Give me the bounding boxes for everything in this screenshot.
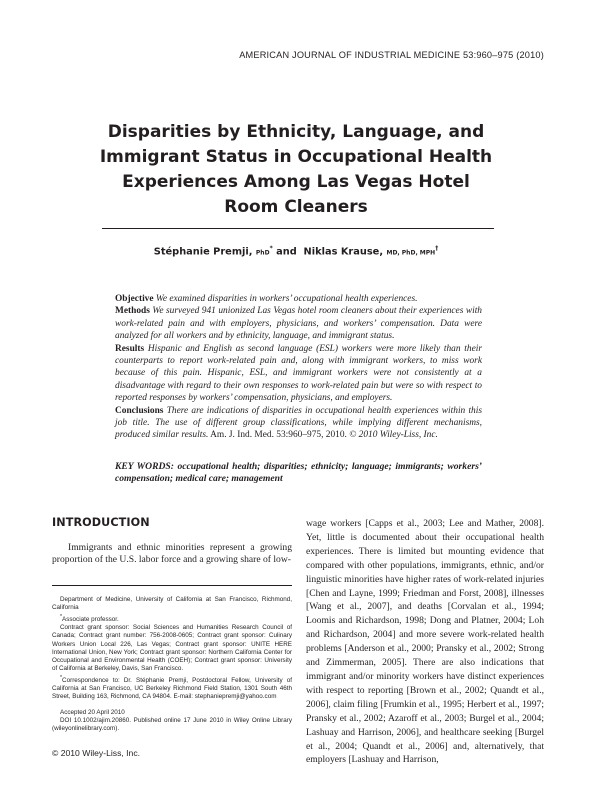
intro-left-column: Immigrants and ethnic minorities represent a growing proportion of the U.S. labor force and a growing share of low-: [52, 542, 292, 566]
abstract-text: We examined disparities in workers’ occupational health experiences.: [153, 294, 418, 304]
abstract-copyright: © 2010 Wiley-Liss, Inc.: [346, 430, 438, 441]
intro-right-column: wage workers [Capps et al., 2003; Lee and Mather, 2008]. Yet, little is documented about their occupational health experiences. There is limited but mounting evidence that compared with other populations, immigrants, ethnic, and/or linguistic minorities have higher rates of work-related injuries [Chen and Layne, 1999; Friedman and Forst, 2008], illnesses [Wang et al., 2007], and deaths [Corvalan et al., 1994; Loomis and Richardson, 1998; Dong and Platner, 2004; Loh and Richardson, 2004] and more severe work-related health problems [Anderson et al., 2000; Pransky et al., 2002; Strong and Zimmerman, 2005]. There are also indications that immigrant and/or minority workers have distinct experiences with respect to reporting [Brown et al., 2002; Quandt et al., 2006], claim filing [Frumkin et al., 1995; Herbert et al., 1997; Pransky et al., 2002; Azaroff et al., 2003; Burgel et al., 2004; Lashuay and Harrison, 2006], and healthcare seeking [Burgel et al., 2004; Quandt et al., 2006] and, alternatively, that employers [Lashuay and Harrison,: [306, 518, 544, 766]
author-conjunction: and: [272, 246, 301, 258]
footnote-text: Correspondence to: Dr. Stéphanie Premji, Postdoctoral Fellow, University of California at San Francisco, UC Berkeley Richmond Field Station, 1301 South 46th Street, Building 163, Richmond, CA 94804. E-mail: stephaniepremji@yahoo.com: [52, 676, 292, 701]
author-line: [0, 245, 592, 257]
footnote-associate: [52, 613, 292, 624]
title-line: Room Cleaners: [224, 197, 368, 217]
footnote-correspondence: [52, 674, 292, 702]
author-degree: PhD: [255, 249, 270, 257]
page-copyright: © 2010 Wiley-Liss, Inc.: [52, 748, 141, 758]
footnote-accepted: Accepted 20 April 2010: [60, 708, 125, 716]
journal-header: AMERICAN JOURNAL OF INDUSTRIAL MEDICINE 53:960–975 (2010): [239, 50, 544, 60]
footnote-mark: *: [60, 613, 63, 620]
title-line: Experiences Among Las Vegas Hotel: [122, 172, 470, 192]
abstract-citation: Am. J. Ind. Med. 53:960–975, 2010.: [208, 430, 347, 441]
author-degree: MD, PhD, MPH: [386, 249, 436, 257]
abstract: [115, 293, 482, 442]
abstract-text: Hispanic and English as second language (ESL) workers were more likely than their counterparts to report work-related pain and, along with immigrant workers, to miss work because of this pain. Hispanic, ESL, and immigrant workers were not consistently at a disadvantage with regard to their own responses to work-related pain but were so with respect to reported responses by workers’ compensation, physicians, and employers.: [115, 343, 482, 404]
footnote-affiliation: Department of Medicine, University of California at San Francisco, Richmond, California: [52, 596, 292, 612]
footnotes: [52, 596, 292, 734]
title-line: Immigrant Status in Occupational Health: [99, 147, 493, 167]
title-rule: [102, 228, 494, 229]
abstract-methods: [115, 305, 482, 342]
keywords: KEY WORDS: occupational health; disparities; ethnicity; language; immigrants; workers’ compensation; medical care; management: [115, 461, 482, 485]
abstract-results: [115, 343, 482, 405]
abstract-label: Methods: [115, 306, 150, 317]
abstract-objective: [115, 293, 482, 305]
footnote-text: Associate professor.: [62, 615, 119, 623]
section-heading: INTRODUCTION: [52, 516, 150, 529]
title-line: Disparities by Ethnicity, Language, and: [107, 122, 485, 142]
article-title: [60, 120, 532, 220]
abstract-conclusions: [115, 405, 482, 442]
footnote-spacer: [52, 702, 292, 709]
author-name: Niklas Krause,: [303, 246, 384, 258]
abstract-label: Results: [115, 343, 145, 354]
author-name: Stéphanie Premji,: [153, 246, 253, 258]
author-mark: *: [269, 245, 273, 252]
footnote-doi: DOI 10.1002/ajim.20860. Published online 17 June 2010 in Wiley Online Library (wileyonlinelibrary.com).: [52, 717, 292, 733]
abstract-text: We surveyed 941 unionized Las Vegas hotel room cleaners about their experiences with work-related pain and with employers, physicians, and workers’ compensation. Data were analyzed for all workers and by ethnicity, language, and immigrant status.: [115, 306, 482, 342]
abstract-label: Objective: [115, 294, 154, 304]
footnote-grants: Contract grant sponsor: Social Sciences and Humanities Research Council of Canada; Contract grant number: 756-2008-0605; Contract grant sponsor: Culinary Workers Union Local 226, Las Vegas; Contract grant sponsor: UNITE HERE International Union, New York; Contract grant sponsor: Northern California Center for Occupational and Environmental Health (COEH); Contract grant sponsor: University of California at Berkeley, Davis, San Francisco.: [52, 623, 292, 673]
abstract-label: Conclusions: [115, 405, 164, 416]
author-mark: †: [435, 245, 439, 252]
abstract-text: There are indications of disparities in occupational health experiences within this job title. The use of different group classifications, while implying different mechanisms, produced similar results.: [115, 405, 482, 441]
footnote-mark: *: [60, 674, 63, 681]
footnote-rule: [52, 585, 292, 586]
